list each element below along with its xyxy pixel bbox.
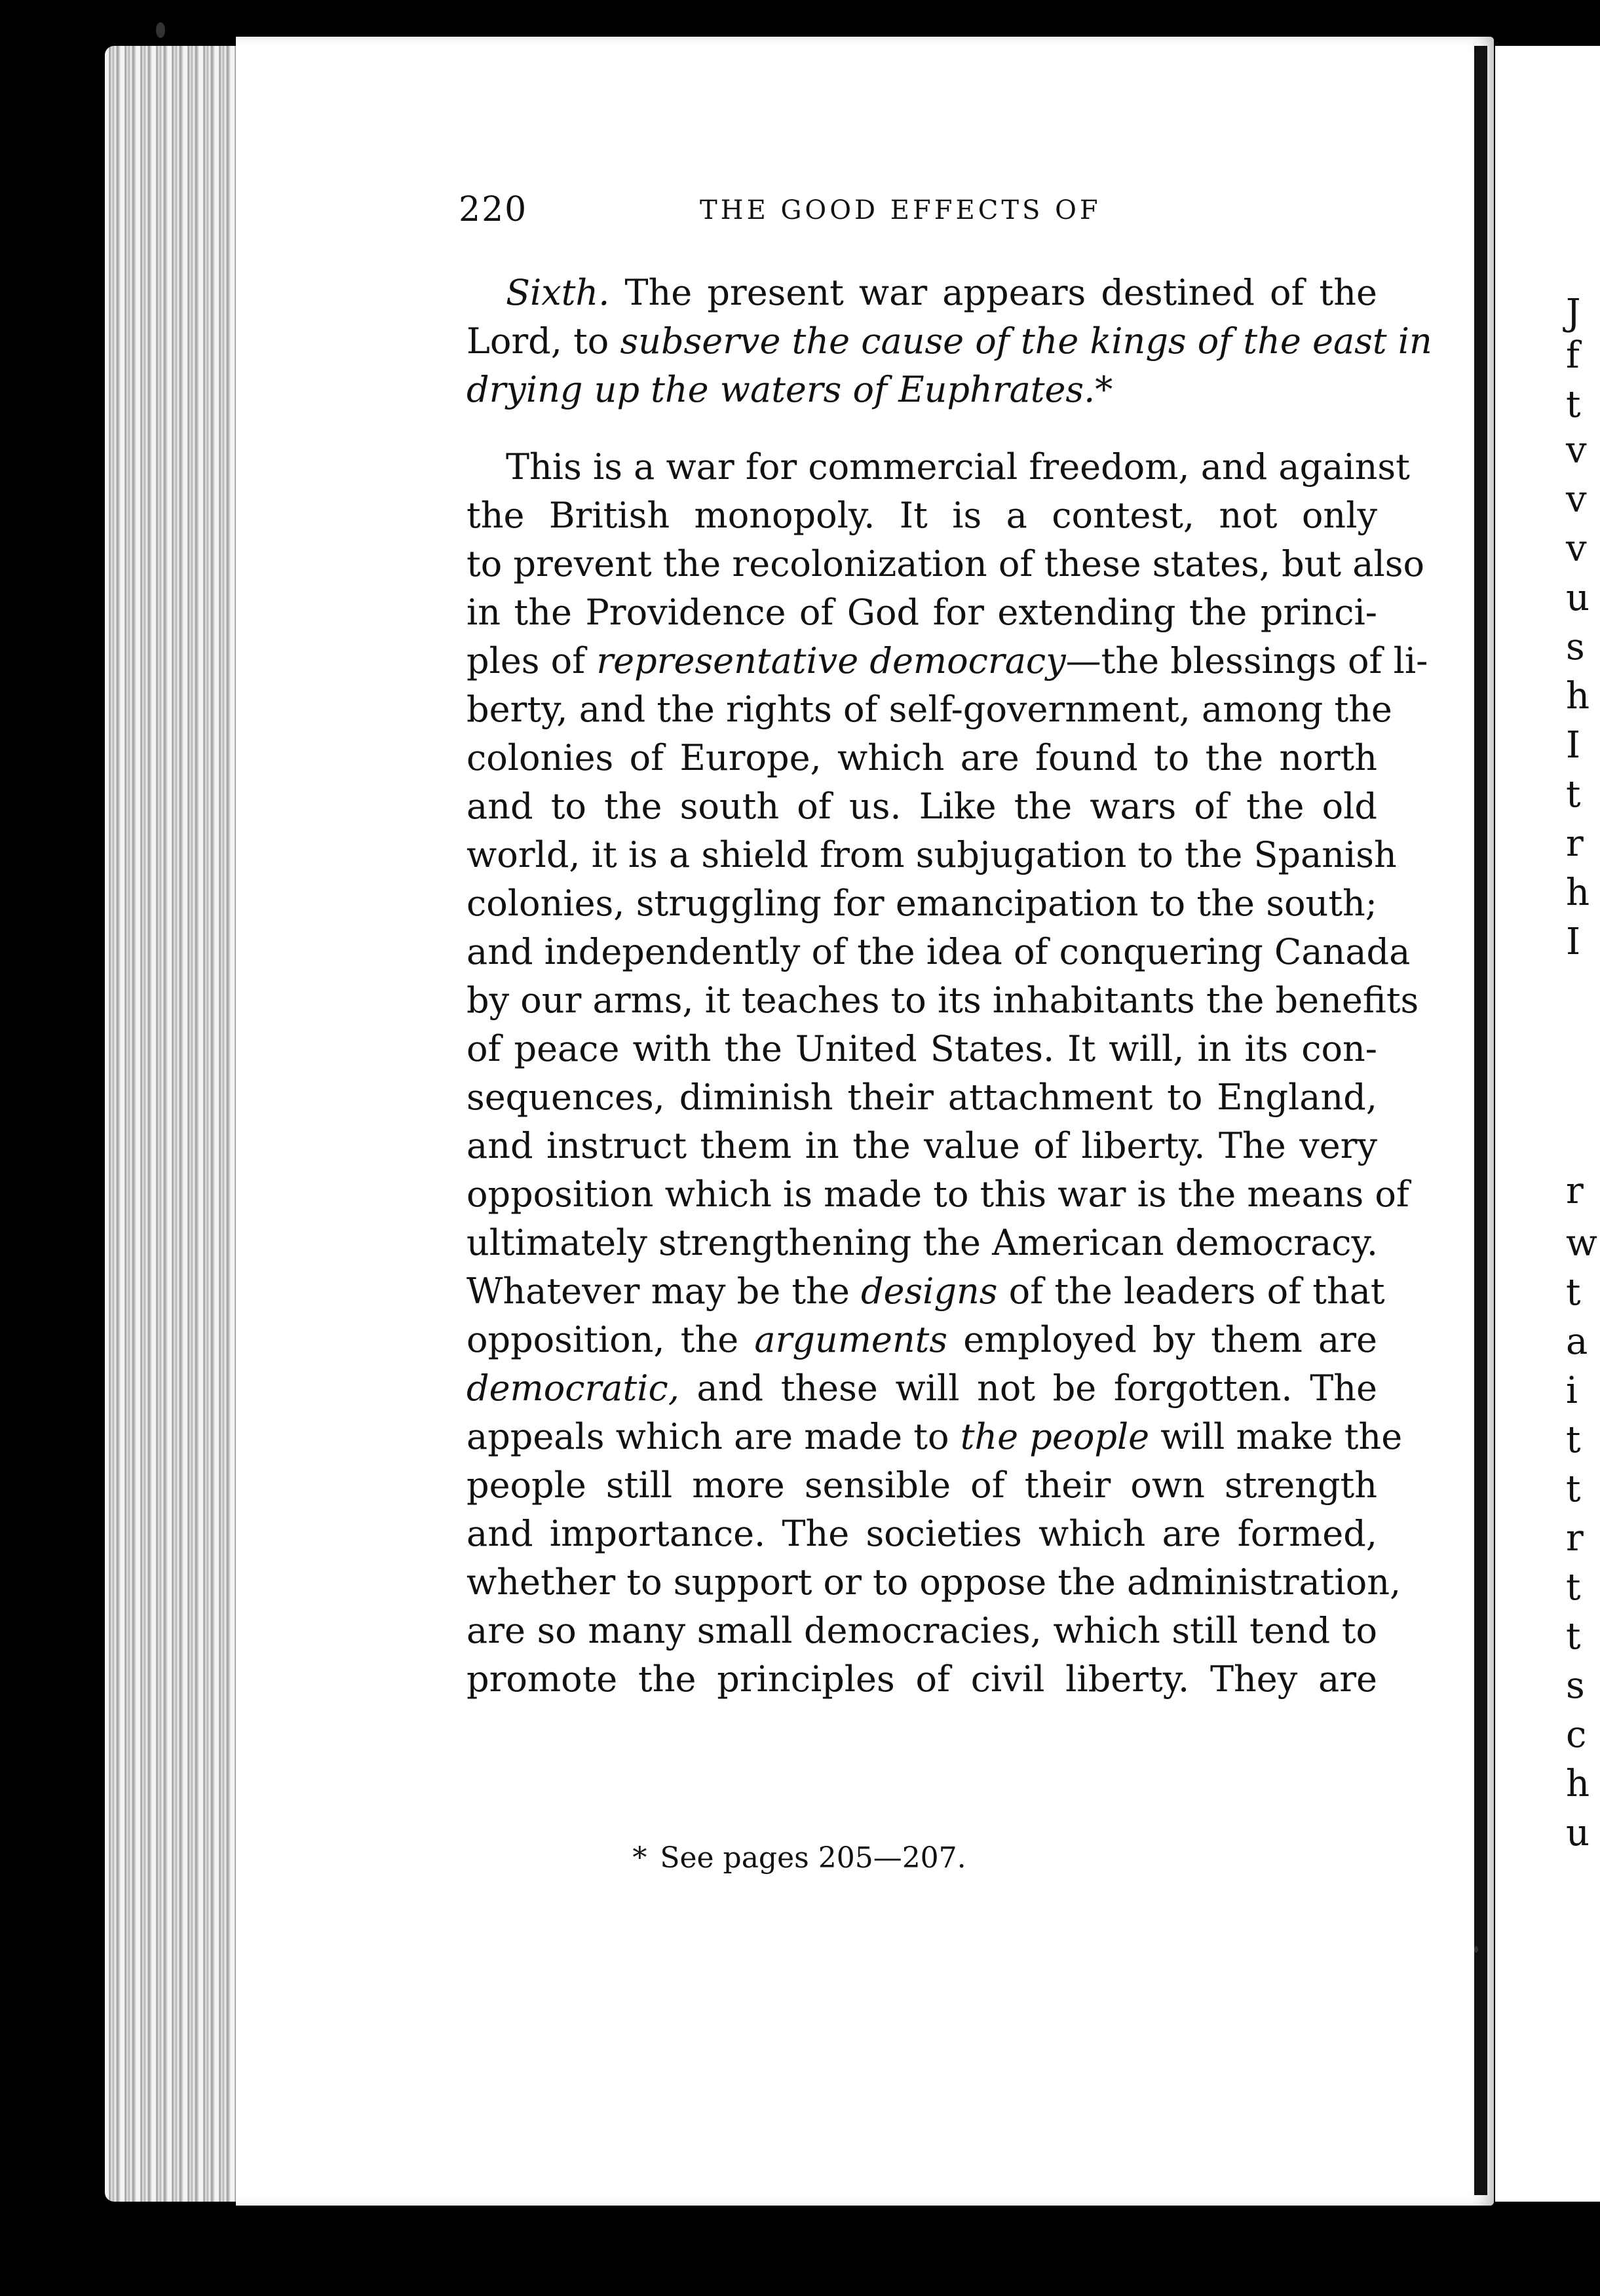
text-run: appeals which are made to xyxy=(467,1416,961,1457)
text-line xyxy=(467,443,1410,491)
italic-run: arguments xyxy=(754,1319,948,1360)
page-number: 220 xyxy=(459,190,528,229)
text-run: opposition, the xyxy=(467,1319,755,1360)
text-line xyxy=(467,879,1377,928)
facing-page-fragment: r xyxy=(1566,1517,1584,1559)
paragraph-war-for-freedom xyxy=(467,443,1428,1704)
text-run: Lord, to xyxy=(467,320,620,362)
text-run: —the blessings of li- xyxy=(1065,640,1428,681)
facing-page-fragment: v xyxy=(1566,429,1587,472)
text-run: are so many small democracies, which still tend to xyxy=(467,1610,1377,1651)
italic-run: the people xyxy=(960,1416,1150,1457)
text-line xyxy=(467,1316,1377,1364)
text-run: colonies of Europe, which are found to the north xyxy=(467,737,1377,778)
text-run: and importance. The societies which are formed, xyxy=(467,1513,1377,1554)
footnote-mark: * xyxy=(632,1841,647,1875)
text-line xyxy=(467,734,1377,782)
text-run: employed by them are xyxy=(947,1319,1377,1360)
facing-page-fragment: I xyxy=(1566,921,1581,963)
page-edges xyxy=(105,46,249,2202)
text-line xyxy=(467,491,1377,540)
text-run: berty, and the rights of self-government, among the xyxy=(467,689,1392,730)
text-line xyxy=(467,366,1377,414)
heading-word-sixth: Sixth. xyxy=(506,272,610,313)
text-run: of the leaders of that xyxy=(997,1271,1385,1312)
facing-page-fragment: h xyxy=(1566,1763,1590,1805)
text-line xyxy=(467,1219,1377,1267)
facing-page-fragment: v xyxy=(1566,527,1587,570)
text-run: of peace with the United States. It will, in its con- xyxy=(467,1028,1377,1069)
text-line xyxy=(467,782,1377,831)
text-line xyxy=(467,1170,1409,1219)
text-run: will make the xyxy=(1149,1416,1403,1457)
paragraph-sixth xyxy=(467,269,1432,414)
facing-page-fragment: a xyxy=(1566,1320,1588,1363)
text-line xyxy=(467,1025,1377,1073)
text-run: to prevent the recolonization of these states, but also xyxy=(467,543,1424,584)
facing-page-fragment: s xyxy=(1566,626,1585,668)
italic-run: designs xyxy=(860,1271,998,1312)
text-line xyxy=(467,1558,1401,1607)
text-line xyxy=(467,1655,1377,1704)
facing-page-fragment: r xyxy=(1566,822,1584,865)
text-run: ples of xyxy=(467,640,597,681)
facing-page-fragment: h xyxy=(1566,675,1590,718)
text-run: and to the south of us. Like the wars of the old xyxy=(467,786,1377,827)
text-run: promote the principles of civil liberty. They are xyxy=(467,1658,1377,1700)
text-run: and independently of the idea of conquering Canada xyxy=(467,931,1411,972)
facing-page-fragment: t xyxy=(1566,383,1581,426)
text-run: ultimately strengthening the American democracy. xyxy=(467,1222,1379,1263)
page-body xyxy=(467,269,1432,1704)
text-run: and these will not be forgotten. The xyxy=(679,1368,1377,1409)
text-line xyxy=(467,637,1428,685)
facing-page-fragment: t xyxy=(1566,1468,1581,1510)
text-line xyxy=(467,588,1377,637)
facing-page-fragment: v xyxy=(1566,478,1587,521)
text-run: by our arms, it teaches to its inhabitants the benefits xyxy=(467,980,1419,1021)
facing-page-fragment: u xyxy=(1566,1812,1590,1854)
italic-run: drying up the waters of Euphrates. xyxy=(467,369,1095,410)
facing-page-fragment: f xyxy=(1566,334,1580,377)
facing-page-fragment: w xyxy=(1566,1222,1597,1265)
text-line xyxy=(467,1461,1377,1510)
running-title: THE GOOD EFFECTS OF xyxy=(700,195,1101,225)
text-line xyxy=(467,1364,1377,1413)
facing-page-fragment: t xyxy=(1566,773,1581,816)
facing-page-fragment: r xyxy=(1566,1170,1584,1212)
text-line xyxy=(467,831,1397,879)
italic-run: democratic, xyxy=(467,1368,679,1409)
scan-speck xyxy=(156,22,165,38)
footnote xyxy=(0,1841,1586,1875)
text-run: the British monopoly. It is a contest, not only xyxy=(467,495,1377,536)
footnote-text: See pages 205—207. xyxy=(660,1841,966,1875)
text-line xyxy=(467,685,1392,734)
text-line xyxy=(467,976,1419,1025)
text-run: colonies, struggling for emancipation to the south; xyxy=(467,883,1377,924)
text-line xyxy=(467,1413,1403,1461)
facing-page-fragment: I xyxy=(1566,724,1581,767)
facing-page-fragment: t xyxy=(1566,1615,1581,1658)
text-line xyxy=(467,1607,1377,1655)
text-line xyxy=(467,928,1411,976)
facing-page-fragment: t xyxy=(1566,1271,1581,1314)
italic-run: subserve the cause of the kings of the east in xyxy=(620,320,1432,362)
facing-page-fragment: u xyxy=(1566,577,1590,619)
facing-page-fragment: i xyxy=(1566,1369,1578,1412)
text-run: world, it is a shield from subjugation to the Spanish xyxy=(467,834,1397,875)
text-run: in the Providence of God for extending the princi- xyxy=(467,592,1377,633)
footnote-mark: * xyxy=(1095,369,1113,410)
text-line xyxy=(467,1073,1377,1122)
text-line xyxy=(467,1267,1385,1316)
text-run: whether to support or to oppose the administration, xyxy=(467,1561,1401,1603)
facing-page-fragment: h xyxy=(1566,871,1590,914)
scan-speck xyxy=(1474,1946,1478,1953)
text-line xyxy=(467,317,1432,366)
text-run: This is a war for commercial freedom, and against xyxy=(506,446,1410,488)
text-run: opposition which is made to this war is the means of xyxy=(467,1174,1409,1215)
facing-page-fragment: t xyxy=(1566,1419,1581,1461)
facing-page-fragment: c xyxy=(1566,1713,1587,1756)
facing-page-fragment: J xyxy=(1566,292,1581,334)
facing-page-fragment: s xyxy=(1566,1664,1585,1707)
text-line xyxy=(467,540,1424,588)
text-run: people still more sensible of their own strength xyxy=(467,1464,1377,1506)
text-run: and instruct them in the value of liberty. The very xyxy=(467,1125,1377,1166)
text-run: sequences, diminish their attachment to England, xyxy=(467,1077,1377,1118)
italic-run: representative democracy xyxy=(596,640,1066,681)
text-run: The present war appears destined of the xyxy=(609,272,1377,313)
facing-page-fragment: t xyxy=(1566,1566,1581,1609)
text-run: Whatever may be the xyxy=(467,1271,861,1312)
text-line xyxy=(467,269,1377,317)
text-line xyxy=(467,1510,1377,1558)
text-line xyxy=(467,1122,1377,1170)
running-head xyxy=(0,190,1586,242)
